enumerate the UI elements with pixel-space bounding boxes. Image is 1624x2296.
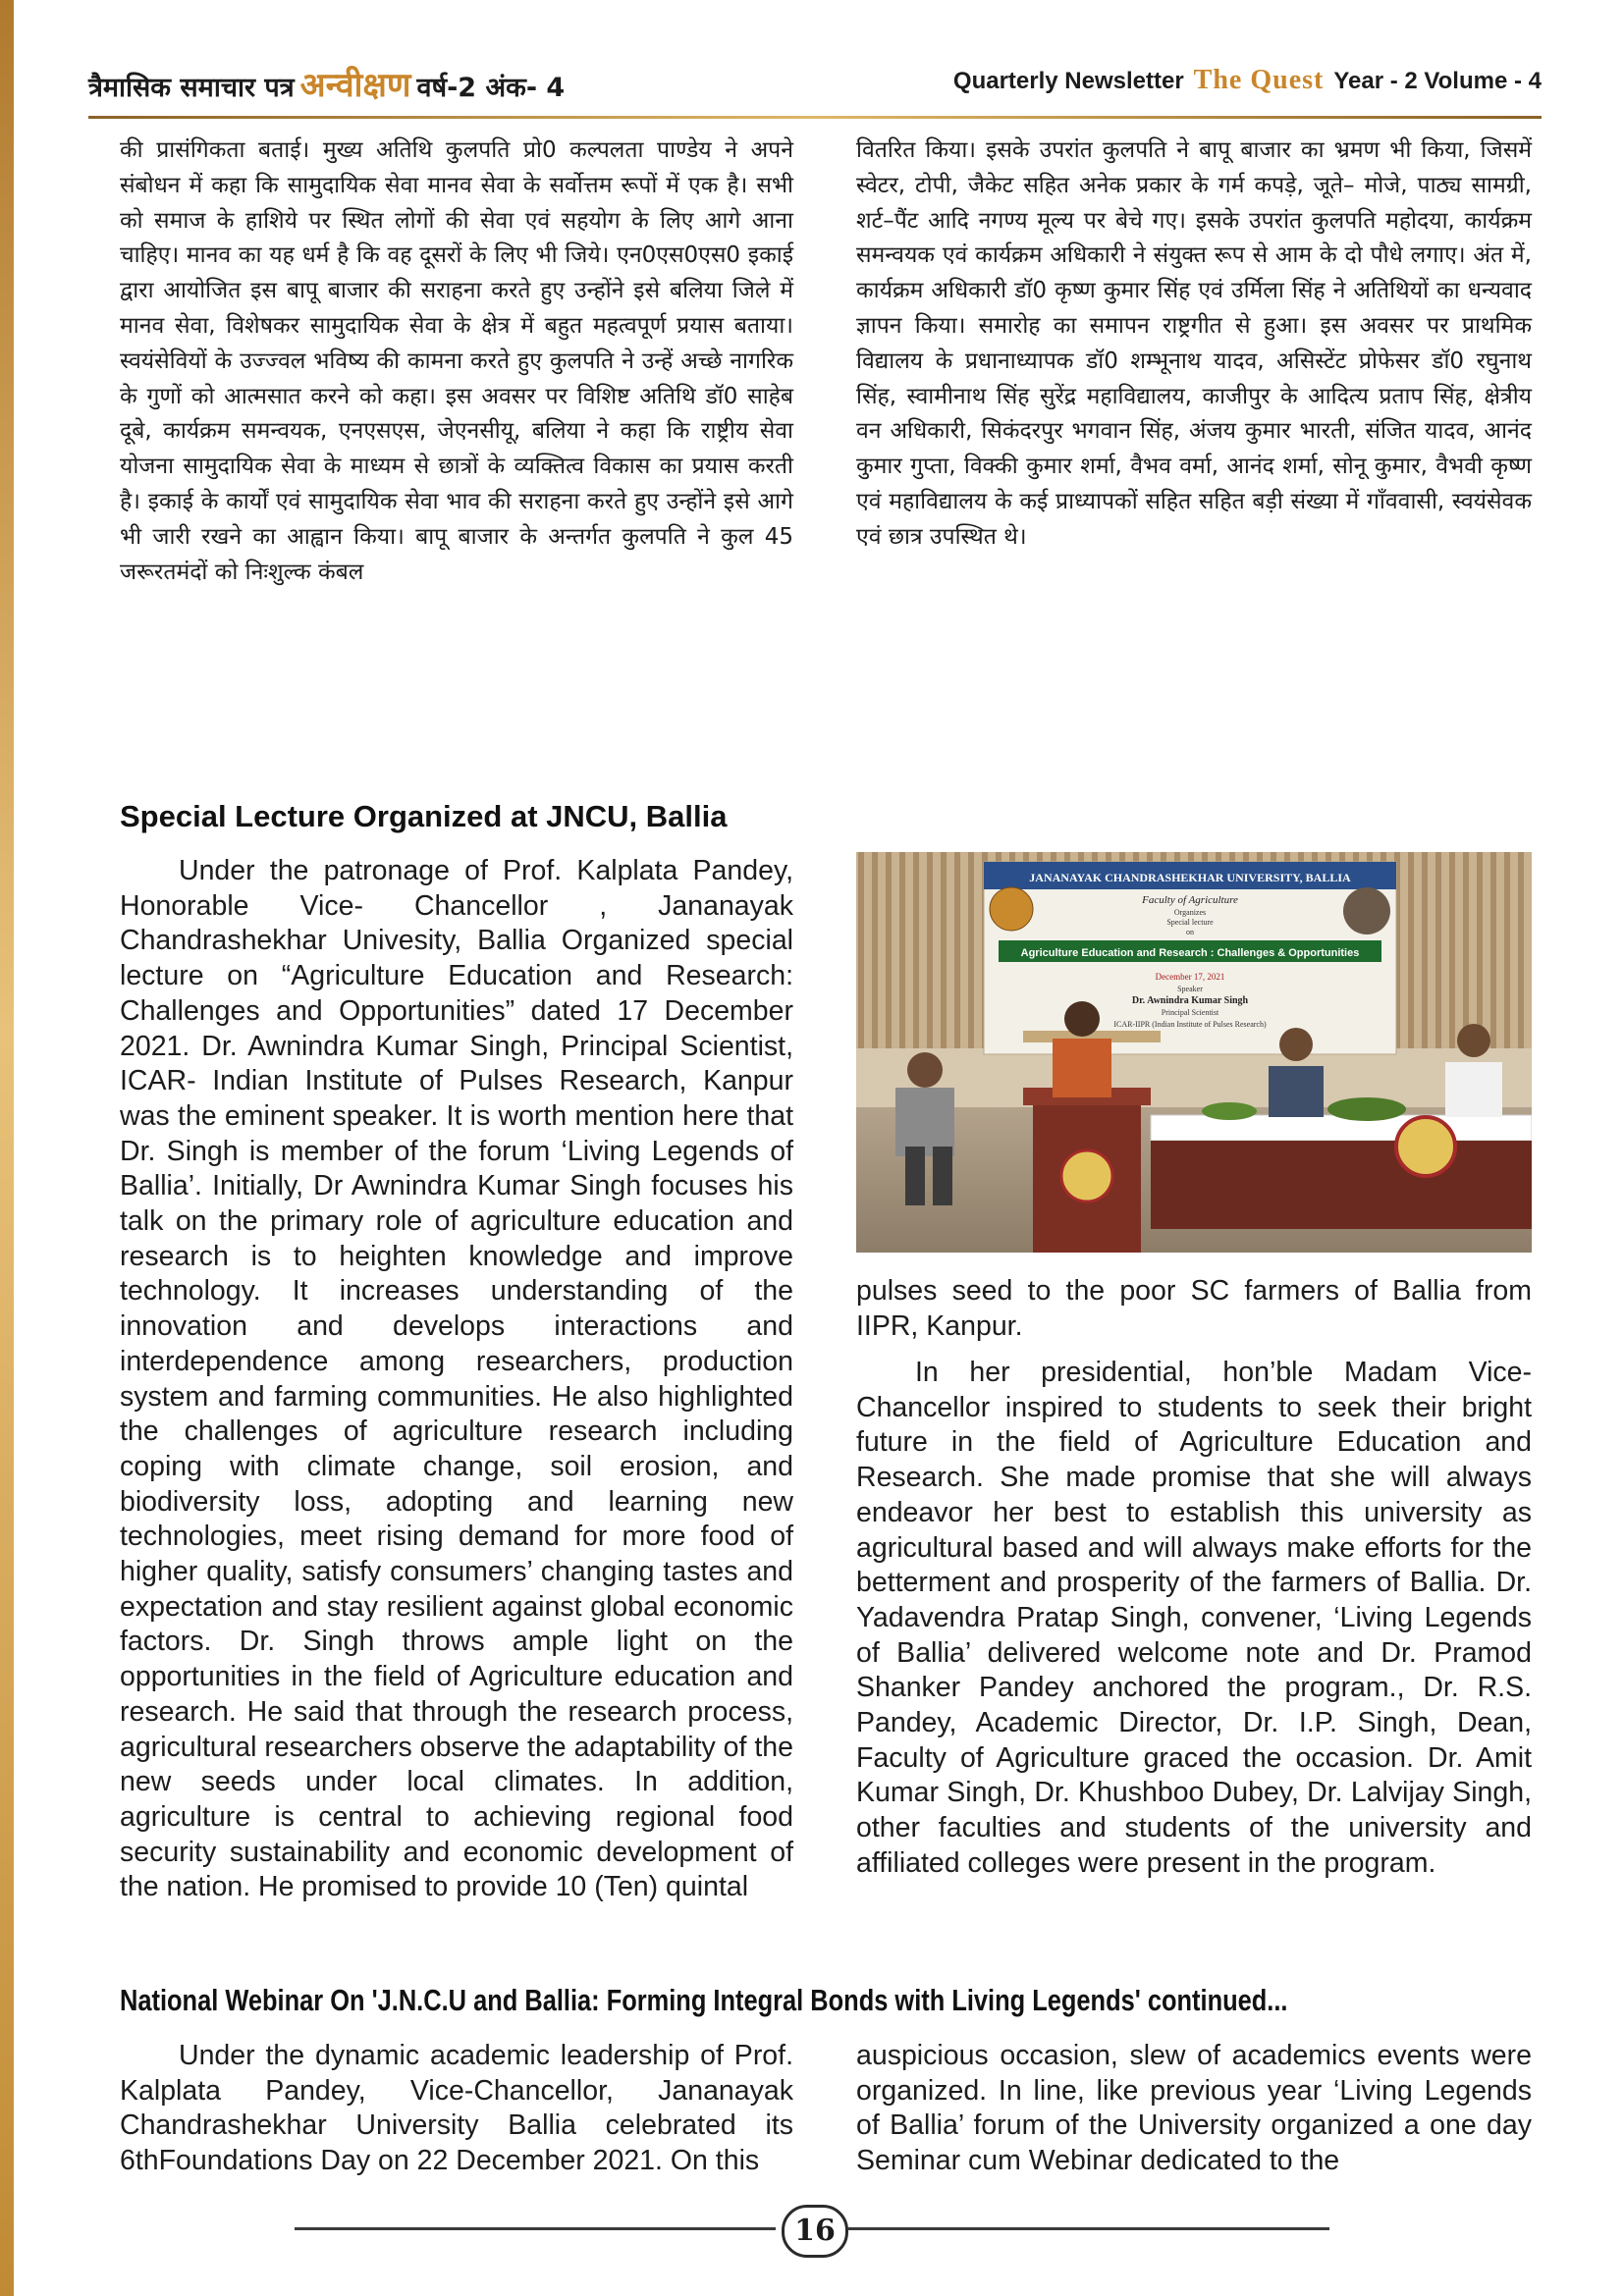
webinar-right-column: auspicious occasion, slew of academics events were organized. In line, like previous year ‘Living Legends of Ballia’ forum of the University organized a one day Seminar cum Webinar dedicated to the: [856, 2040, 1532, 2177]
english-masthead: [953, 65, 1542, 96]
banner-faculty-text: Faculty of Agriculture: [1142, 894, 1238, 906]
lecture-heading: Special Lecture Organized at JNCU, Ballia: [120, 799, 728, 833]
hindi-brand-logo: अन्वीक्षण: [299, 66, 411, 105]
banner-event-text: Special lecture: [1166, 918, 1214, 927]
banner-speaker-label: Speaker: [1177, 985, 1203, 993]
banner-date-text: December 17, 2021: [1155, 972, 1225, 982]
banner-institute-text: ICAR-IIPR (Indian Institute of Pulses Research): [1113, 1020, 1267, 1029]
hindi-masthead: [88, 61, 565, 106]
banner-speaker-text: Dr. Awnindra Kumar Singh: [1131, 995, 1249, 1006]
page-number: 16: [782, 2205, 848, 2258]
hindi-masthead-prefix: त्रैमासिक समाचार पत्र: [88, 73, 295, 103]
footer-divider-right: [848, 2227, 1329, 2230]
webinar-heading: National Webinar On 'J.N.C.U and Ballia: Forming Integral Bonds with Living Legends' continued...: [120, 1983, 1288, 2017]
banner-on-text: on: [1186, 928, 1194, 936]
english-masthead-issue: Year - 2 Volume - 4: [1333, 68, 1542, 94]
lecture-right-continuation: pulses seed to the poor SC farmers of Ballia from IIPR, Kanpur.: [856, 1275, 1532, 1342]
footer-divider-left: [295, 2227, 776, 2230]
hindi-article-right-column: वितरित किया। इसके उपरांत कुलपति ने बापू बाजार का भ्रमण भी किया, जिसमें स्वेटर, टोपी, जैकेट सहित अनेक प्रकार के गर्म कपड़े, जूते– मोजे, पाठ्य सामग्री, शर्ट–पैंट आदि नगण्य मूल्य पर बेचे गए। इसके उपरांत कुलपति महोदया, कार्यक्रम समन्वयक एवं कार्यक्रम अधिकारी ने संयुक्त रूप से आम के दो पौधे लगाए। अंत में, कार्यक्रम अधिकारी डॉ0 कृष्ण कुमार सिंह एवं उर्मिला सिंह ने अतिथियों का धन्यवाद ज्ञापन किया। समारोह का समापन राष्ट्रगीत से हुआ। इस अवसर पर प्राथमिक विद्यालय के प्रधानाध्यापक डॉ0 शम्भूनाथ यादव, असिस्टेंट प्रोफेसर डॉ0 रघुनाथ सिंह, स्वामीनाथ सिंह सुरेंद्र महाविद्यालय, काजीपुर के आदित्य प्रताप सिंह, क्षेत्रीय वन अधिकारी, सिकंदरपुर भगवान सिंह, अंजय कुमार भारती, संजित यादव, आनंद कुमार गुप्ता, विक्की कुमार शर्मा, वैभव वर्मा, आनंद शर्मा, सोनू कुमार, वैभवी कृष्ण एवं महाविद्यालय के कई प्राध्यापकों सहित सहित बड़ी संख्या में गाँववासी, स्वयंसेवक एवं छात्र उपस्थित थे।: [856, 137, 1532, 550]
banner-university-text: JANANAYAK CHANDRASHEKHAR UNIVERSITY, BALLIA: [1029, 871, 1351, 884]
decorative-side-bar: [0, 0, 14, 2296]
banner-designation-text: Principal Scientist: [1161, 1008, 1219, 1017]
header-divider: [88, 116, 1542, 119]
webinar-left-column: Under the dynamic academic leadership of Prof. Kalplata Pandey, Vice-Chancellor, Jananayak Chandrashekhar University Ballia celebrated its 6thFoundations Day on 22 December 2021. On this: [120, 2040, 793, 2177]
banner-title-text: Agriculture Education and Research : Challenges & Opportunities: [1020, 947, 1360, 959]
english-masthead-prefix: Quarterly Newsletter: [952, 68, 1184, 94]
lecture-right-paragraph: In her presidential, hon’ble Madam Vice-Chancellor inspired to students to seek their bright future in the field of Agriculture Education and Research. She made promise that she will always endeavor her best to establish this university as agricultural based and will always make efforts for the betterment and prosperity of the farmers of Ballia. Dr. Yadavendra Pratap Singh, convener, ‘Living Legends of Ballia’ delivered welcome note and Dr. Pramod Shanker Pandey anchored the program., Dr. R.S. Pandey, Academic Director, Dr. I.P. Singh, Dean, Faculty of Agriculture graced the occasion. Dr. Amit Kumar Singh, Dr. Khushboo Dubey, Dr. Lalvijay Singh, other faculties and students of the university and affiliated colleges were present in the program.: [856, 1357, 1532, 1879]
hindi-masthead-issue: वर्ष-2 अंक- 4: [416, 73, 566, 103]
page-header: [88, 43, 1542, 112]
english-brand-logo: The Quest: [1193, 65, 1325, 95]
banner-organizes-text: Organizes: [1173, 908, 1207, 917]
hindi-article-left-column: की प्रासंगिकता बताई। मुख्य अतिथि कुलपति प्रो0 कल्पलता पाण्डेय ने अपने संबोधन में कहा कि सामुदायिक सेवा मानव सेवा के सर्वोत्तम रूपों में एक है। सभी को समाज के हाशिये पर स्थित लोगों की सेवा एवं सहयोग के लिए आगे आना चाहिए। मानव का यह धर्म है कि वह दूसरों के लिए भी जिये। एन0एस0एस0 इकाई द्वारा आयोजित इस बापू बाजार की सराहना करते हुए उन्होंने इसे बलिया जिले में मानव सेवा, विशेषकर सामुदायिक सेवा के क्षेत्र में बहुत महत्वपूर्ण प्रयास बताया। स्वयंसेवियों के उज्ज्वल भविष्य की कामना करते हुए कुलपति ने उन्हें अच्छे नागरिक के गुणों को आत्मसात करने को कहा। इस अवसर पर विशिष्ट अतिथि डॉ0 साहेब दूबे, कार्यक्रम समन्वयक, एनएसएस, जेएनसीयू, बलिया ने कहा कि राष्ट्रीय सेवा योजना सामुदायिक सेवा के माध्यम से छात्रों के व्यक्तित्व विकास का प्रयास करती है। इकाई के कार्यों एवं सामुदायिक सेवा भाव की सराहना करते हुए उन्होंने इसे आगे भी जारी रखने का आह्वान किया। बापू बाजार के अन्तर्गत कुलपति ने कुल 45 जरूरतमंदों को निःशुल्क कंबल: [120, 137, 793, 585]
lecture-left-column: Under the patronage of Prof. Kalplata Pandey, Honorable Vice- Chancellor , Jananayak Chandrashekhar Univesity, Ballia Organized special lecture on “Agriculture Education and Research: Challenges and Opportunities” dated 17 December 2021. Dr. Awnindra Kumar Singh, Principal Scientist, ICAR- Indian Institute of Pulses Research, Kanpur was the eminent speaker. It is worth mention here that Dr. Singh is member of the forum ‘Living Legends of Ballia’. Initially, Dr Awnindra Kumar Singh focuses his talk on the primary role of agriculture education and research is to heighten knowledge and improve technology. It increases understanding of the innovation and develops interactions and interdependence among researchers, production system and farming communities. He also highlighted the challenges of agriculture research including coping with climate change, soil erosion, and biodiversity loss, adopting and learning new technologies, meet rising demand for more food of higher quality, satisfy consumers’ changing tastes and expectation and stay resilient against global economic factors. Dr. Singh throws ample light on the opportunities in the field of Agriculture education and research. He said that through the research process, agricultural researchers observe the adaptability of the new seeds under local climates. In addition, agriculture is central to achieving regional food security sustainability and economic development of the nation. He promised to provide 10 (Ten) quintal: [120, 855, 793, 1903]
lecture-event-photo: [856, 852, 1532, 1253]
